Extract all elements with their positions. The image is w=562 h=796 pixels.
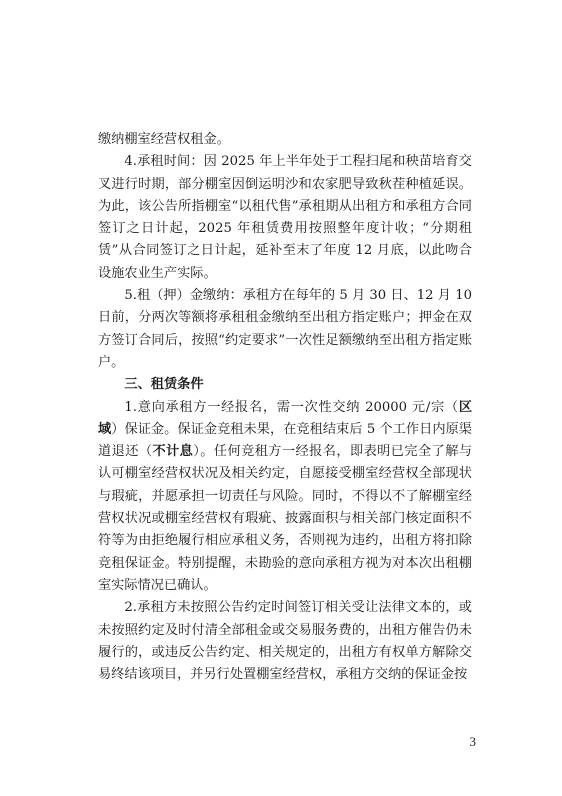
condition-1-bold-no-interest: 不计息 xyxy=(152,444,194,460)
paragraph-rent-deposit-payment: 5.租（押）金缴纳：承租方在每年的 5 月 30 日、12 月 10 日前，分两次等额将承租租金缴纳至出租方指定账户；押金在双方签订合同后，按照“约定要求”一次性足额缴纳至出租方指定账户。 xyxy=(98,288,472,370)
condition-1-text-c: ）。任何竞租方一经报名，即表明已完全了解与认可棚室经营权状况及相关约定，自愿接受棚室经营权全部现状与瑕疵，并愿承担一切责任与风险。同时，不得以不了解棚室经营权状况或棚室经营权有瑕疵、披露面积与相关部门核定面积不符等为由拒绝履行相应承租义务，否则视为违约，出租方将扣除竞租保证金。特别提醒，未勘验的意向承租方视为对本次出租棚室实际情况已确认。 xyxy=(98,444,473,593)
page-number: 3 xyxy=(469,734,476,749)
paragraph-rent-payment-continued: 缴纳棚室经营权租金。 xyxy=(98,132,230,147)
paragraph-lease-period: 4.承租时间：因 2025 年上半年处于工程扫尾和秧苗培育交叉进行时期，部分棚室因倒运明沙和农家肥导致秋茬种植延误。为此，该公告所指棚室“以租代售”承租期从出租方和承租方合同签订之日计起，2025 年租赁费用按照整年度计收；“分期租赁”从合同签订之日计起，延补至末了年度 12 月底，以此吻合设施农业生产实际。 xyxy=(98,154,472,281)
paragraph-condition-breach: 2.承租方未按照公告约定时间签订相关受让法律文本的，或未按照约定及时付清全部租金或交易服务费的，出租方催告仍未履行的，或违反公告约定、相关规定的，出租方有权单方解除交易终结该项目，并另行处置棚室经营权，承租方交纳的保证金按 xyxy=(98,600,472,683)
document-body xyxy=(98,129,472,686)
section-heading-lease-conditions: 三、租赁条件 xyxy=(124,377,204,393)
condition-1-text-b: ）保证金。保证金竞租未果，在竞租结束后 5 个工作日内原渠道退还（ xyxy=(98,421,472,460)
paragraph-condition-deposit xyxy=(98,397,472,598)
condition-1-text-a: 1.意向承租方一经报名，需一次性交纳 20000 元/宗（ xyxy=(124,399,459,415)
condition-1-bold-region: 区域 xyxy=(98,399,472,437)
